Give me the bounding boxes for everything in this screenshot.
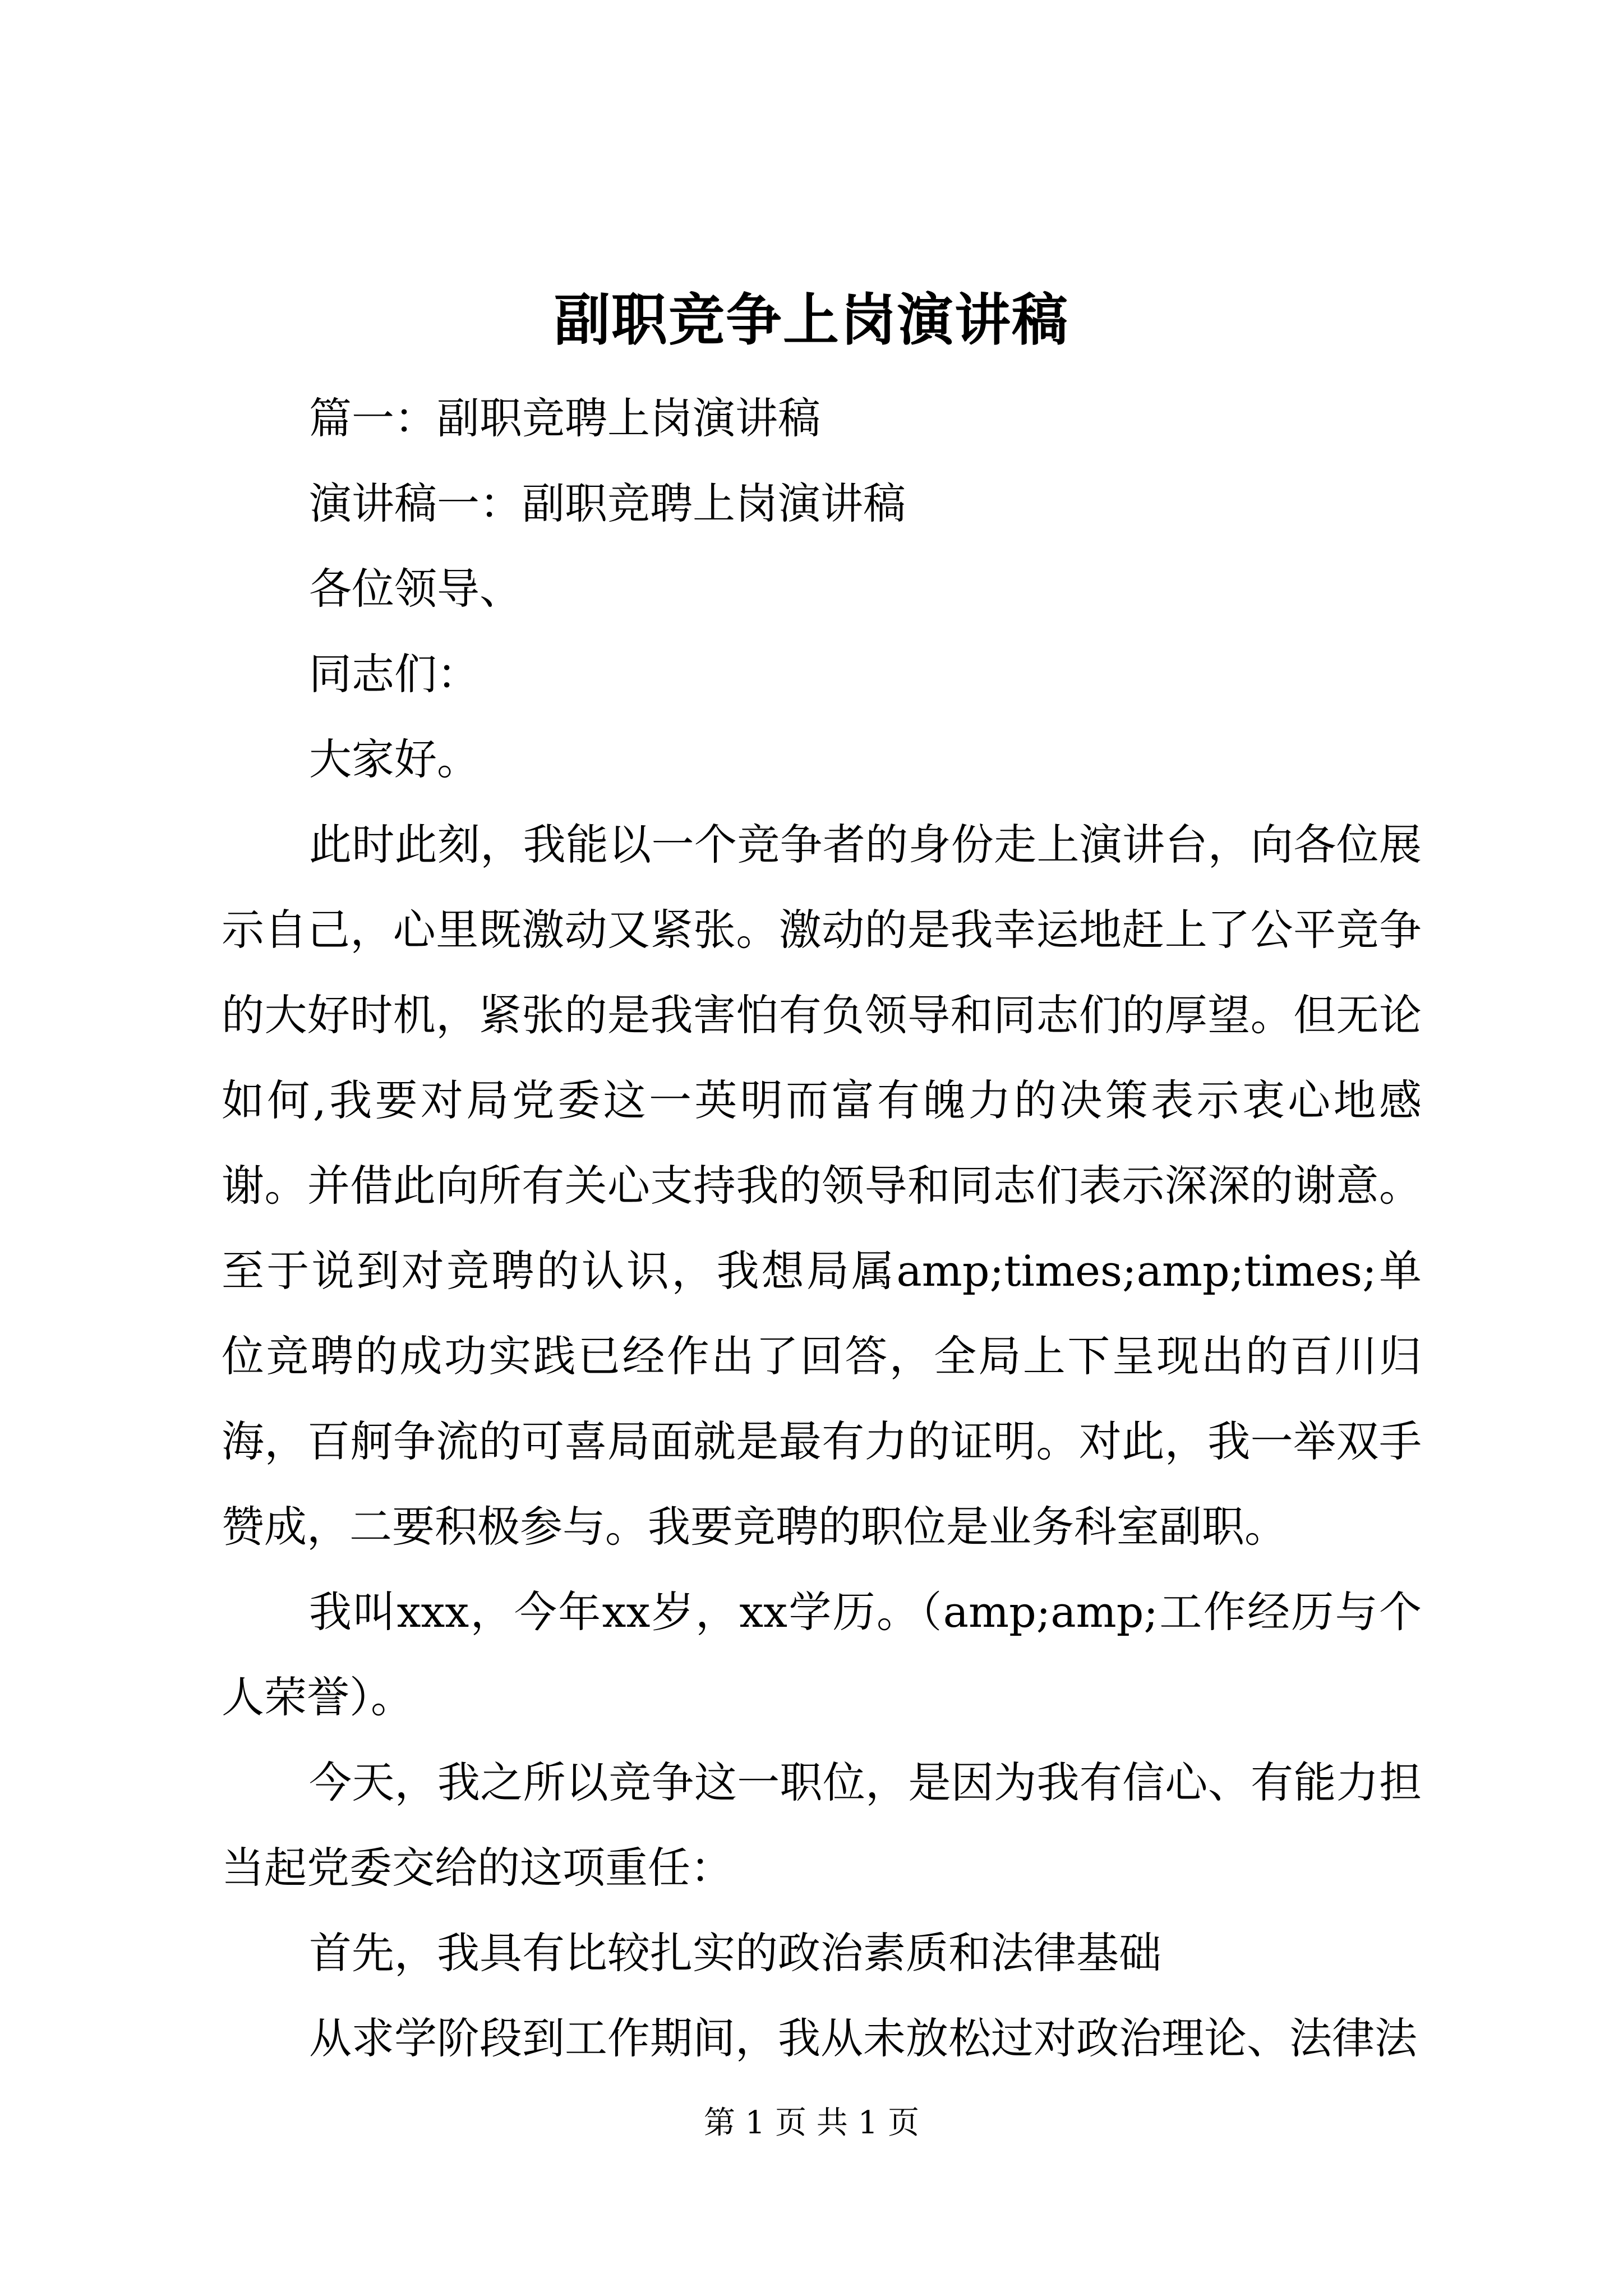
- paragraph: 篇一：副职竞聘上岗演讲稿: [309, 393, 820, 443]
- paragraph: 我叫xxx，今年xx岁，xx学历。（amp;amp;工作经历与个人荣誉）。: [222, 1587, 1422, 1722]
- paragraph: 演讲稿一：副职竞聘上岗演讲稿: [309, 478, 906, 528]
- paragraph: 此时此刻，我能以一个竞争者的身份走上演讲台，向各位展示自己，心里既激动又紧张。激动的是我幸运地赶上了公平竞争的大好时机，紧张的是我害怕有负领导和同志们的厚望。但无论如何,我要对局党委这一英明而富有魄力的决策表示衷心地感谢。并借此向所有关心支持我的领导和同志们表示深深的谢意。至于说到对竞聘的认识，我想局属amp;times;amp;times;单位竞聘的成功实践已经作出了回答，全局上下呈现出的百川归海，百舸争流的可喜局面就是最有力的证明。对此，我一举双手赞成，二要积极参与。我要竞聘的职位是业务科室副职。: [222, 820, 1422, 1552]
- paragraph: 各位领导、: [309, 564, 522, 614]
- document-body: [222, 376, 1422, 2081]
- paragraph: 首先，我具有比较扎实的政治素质和法律基础: [309, 1928, 1161, 1978]
- paragraph: 同志们：: [309, 649, 479, 699]
- document-title: 副职竞争上岗演讲稿: [554, 287, 1069, 353]
- paragraph: 今天，我之所以竞争这一职位，是因为我有信心、有能力担当起党委交给的这项重任：: [222, 1757, 1422, 1893]
- paragraph: 从求学阶段到工作期间，我从未放松过对政治理论、法律法: [309, 2013, 1417, 2063]
- paragraph: 大家好。: [309, 734, 479, 784]
- page-number-footer: 第 1 页 共 1 页: [703, 2105, 920, 2141]
